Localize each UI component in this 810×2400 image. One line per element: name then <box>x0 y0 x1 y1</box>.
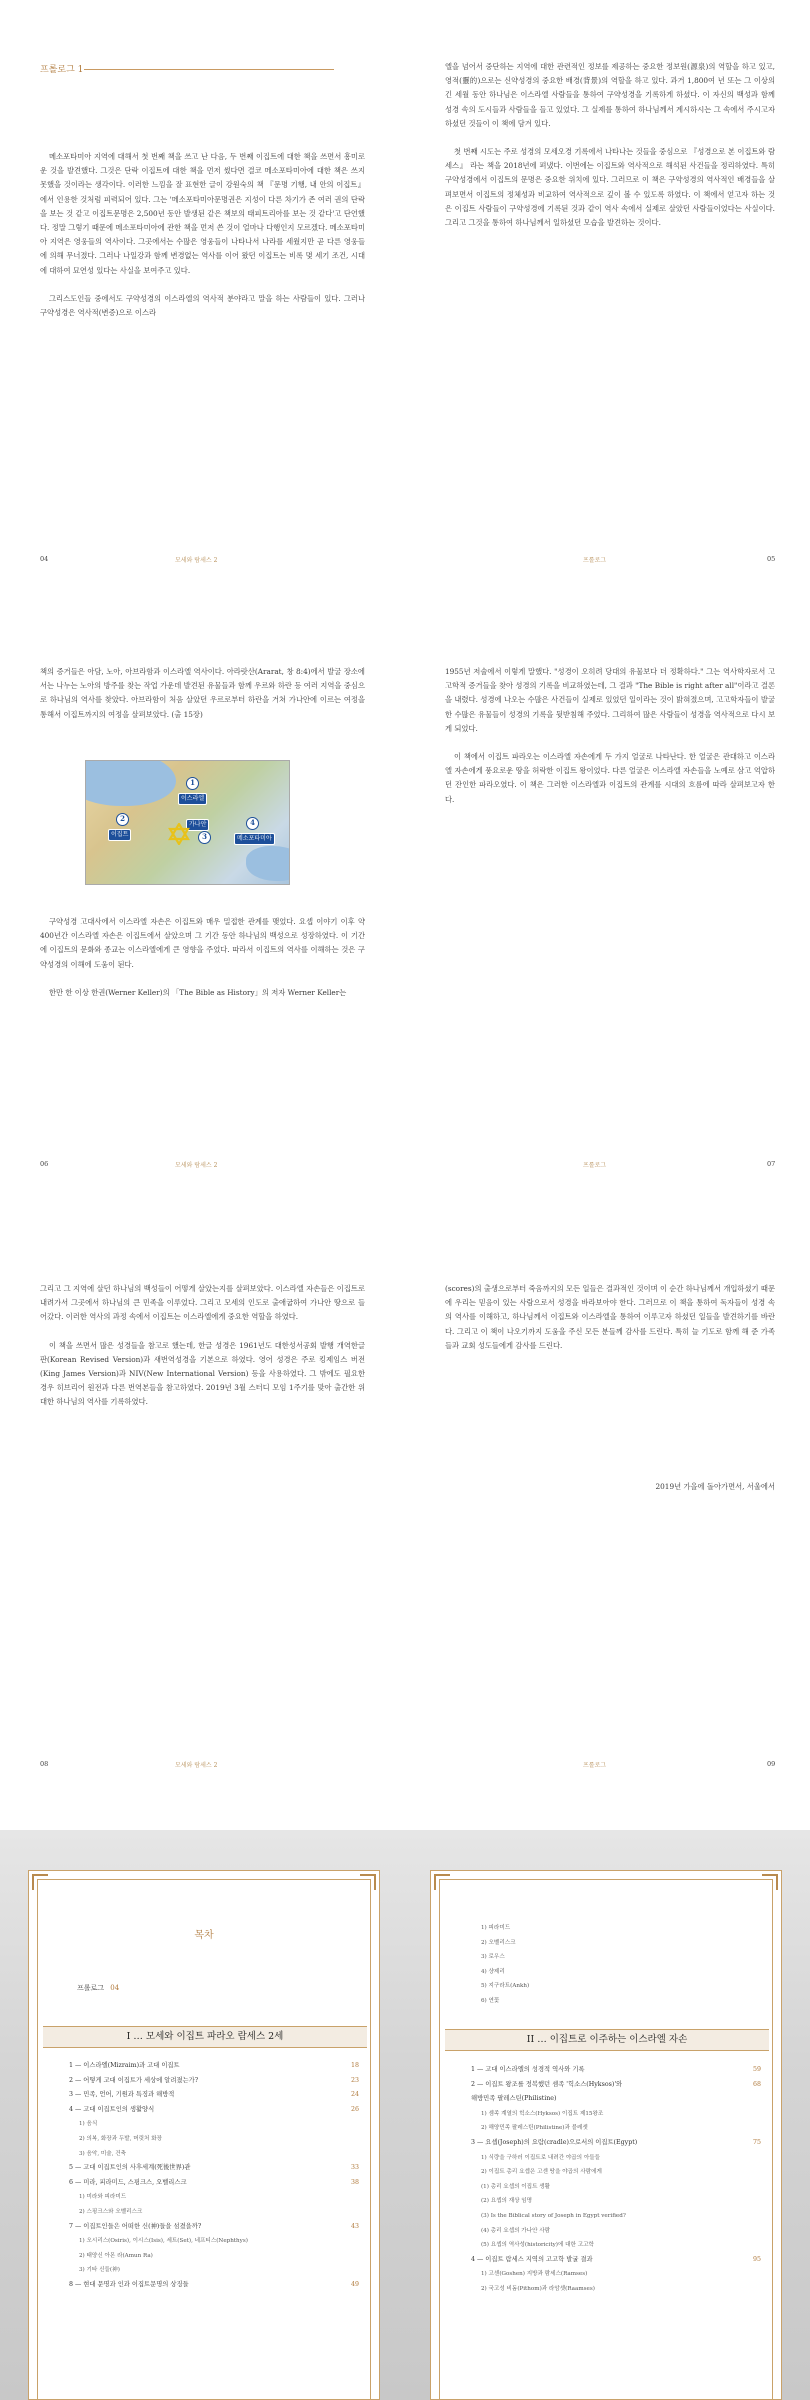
part-one-heading: I … 모세와 이집트 파라오 람세스 2세 <box>43 2026 367 2048</box>
toc-entry[interactable] <box>471 2267 761 2282</box>
toc-entry-label: 2) 의복, 화장과 두발, 머릿처 화장 <box>79 2135 163 2142</box>
paragraph: 엘을 넘어서 중단하는 지역에 대한 관련적인 정보를 제공하는 중요한 정보원(源泉)의 역할을 하고 있고, 영적(靈的)으로는 신약성경의 중요한 배경(背景)의 역할을 하고 있다. 과거 1,800여 년 또는 그 이상의 긴 세월 동안 하나님은 이스라엘 사람들을 통하여 구약성경을 기록하게 하셨다. 이 자신의 백성과 함께 성경 속의 도시들과 사람들을 들고 있었다. 그 실제를 통하여 하나님께서 계시하시는 그 속에서 주시고자 하셨던 것들이 이 책에 담겨 있다. <box>445 62 775 128</box>
page-number: 09 <box>767 1760 776 1768</box>
header-rule <box>84 69 334 70</box>
toc-entry[interactable] <box>69 2161 359 2176</box>
map-label-mesopotamia: 메소포타미아 <box>234 833 275 845</box>
running-footer: 프롤로그 <box>583 1162 607 1169</box>
map-marker-3: 3 <box>198 831 211 844</box>
spread2-right-page <box>405 610 810 1220</box>
toc-entry[interactable] <box>69 2117 359 2132</box>
toc-entry[interactable] <box>471 1979 761 1994</box>
toc-entry[interactable] <box>69 2059 359 2074</box>
page-number: 07 <box>767 1160 776 1168</box>
toc-entry-page: 18 <box>350 2062 359 2069</box>
toc-entry[interactable] <box>471 2063 761 2078</box>
corner-ornament <box>434 1874 450 1890</box>
toc-entry[interactable] <box>69 2074 359 2089</box>
body-text <box>40 665 365 736</box>
running-footer: 프롤로그 <box>583 557 607 564</box>
toc-entry[interactable] <box>471 1921 761 1936</box>
page-number: 05 <box>767 555 776 563</box>
body-text <box>40 150 365 334</box>
toc-entry-label: 4 — 이집트 람세스 지역의 고고학 발굴 결과 <box>471 2255 593 2263</box>
toc-list-continued <box>471 1921 761 2009</box>
toc-entry[interactable] <box>471 2151 761 2166</box>
spread2-left-page <box>0 610 405 1220</box>
toc-entry[interactable] <box>471 2136 761 2151</box>
toc-entry-label: 3) 기타 신들(神) <box>79 2267 120 2274</box>
toc-entry-label: 해방민족 팔레스틴(Philistine) <box>471 2095 557 2103</box>
toc-entry-label: 1 — 고대 이스라엘의 성경적 역사와 기록 <box>471 2066 585 2073</box>
paragraph: 구약성경 고대사에서 이스라엘 자손은 이집트와 매우 밀접한 관계를 맺었다. 요셉 이야기 이후 약 400년간 이스라엘 자손은 이집트에서 살았으며 그 기간 동안 하나님의 백성으로 성장하였다. 이 기간에 이집트의 문화와 종교는 이스라엘에게 큰 영향을 주었다. 따라서 이집트의 역사를 이해하는 것은 구약성경의 이해에 도움이 된다. <box>40 917 365 969</box>
paragraph: 이 책을 쓰면서 많은 성경들을 참고로 했는데, 한글 성경은 1961년도 대한성서공회 발행 개역한글판(Korean Revised Version)과 새번역성경을 기본으로 하였다. 영어 성경은 주로 킹제임스 버전(King James Version)과 NIV(New International Version) 등을 사용하였다. 그 밖에도 필요한 경우 히브리어 원전과 다른 번역본들을 참고하였다. 2019년 3월 스터디 모임 1주기를 맞아 출간한 위대한 하나님의 역사를 기록하였다. <box>40 1340 365 1407</box>
toc-entry[interactable] <box>69 2103 359 2118</box>
toc-title: 목차 <box>194 1930 214 1941</box>
toc-list-part-one <box>69 2059 359 2293</box>
toc-entry[interactable] <box>471 2224 761 2239</box>
toc-prologue-label: 프롤로그 <box>77 1984 105 1992</box>
toc-entry-label: 2) 오벨리스크 <box>481 1939 516 1946</box>
toc-entry-label: 8 — 현대 문명과 인과 이집트문명의 상징들 <box>69 2280 189 2288</box>
toc-entry-label: 5) 지구라트(Ankh) <box>481 1983 530 1990</box>
toc-entry-label: 6) 연꽃 <box>481 1997 500 2004</box>
toc-entry-label: 7 — 이집트인들은 어떠한 신(神)들을 섬겼을까? <box>69 2222 202 2230</box>
toc-entry-label: 2 — 이집트 왕조를 정복했던 셈족 '힉소스(Hyksos)'와 <box>471 2080 623 2088</box>
toc-entry[interactable] <box>471 2253 761 2268</box>
toc-entry[interactable] <box>471 2209 761 2224</box>
toc-entry[interactable] <box>69 2278 359 2293</box>
toc-entry-page: 68 <box>752 2080 761 2088</box>
toc-entry-page: 24 <box>350 2091 359 2099</box>
running-footer: 모세와 람세스 2 <box>175 1162 218 1169</box>
paragraph: 책의 증거들은 아담, 노아, 아브라함과 이스라엘 역사이다. 아라랏산(Ararat, 창 8:4)에서 발굴 장소에서는 나누는 노아의 방주를 찾는 작업 가운데 발견된 유물들과 함께 우르와 하란 등 여러 지역을 중심으로 하나님의 역사를 찾았다. 아브라함이 처음 살았던 우르로부터 하란을 거쳐 가나안에 이르는 여정을 통해서 이집트까지의 여정을 살펴보았다. (출 15장) <box>40 667 365 719</box>
map-label-canaan: 가나안 <box>186 819 209 831</box>
corner-ornament <box>762 1874 778 1890</box>
running-footer: 프롤로그 <box>583 1762 607 1769</box>
toc-list-part-two <box>471 2063 761 2297</box>
toc-entry[interactable] <box>471 1936 761 1951</box>
toc-entry-label: 5 — 고대 이집트인의 사후세계(死後世界)관 <box>69 2164 191 2172</box>
toc-entry-page: 38 <box>350 2178 359 2186</box>
paragraph: 첫 번째 시도는 주로 성경의 모세오경 기록에서 나타나는 것들을 중심으로 『성경으로 본 이집트와 람세스』 라는 책을 2018년에 펴냈다. 이번에는 이집트와 역사적으로 해석된 사건들을 정리하였다. 특히 구약성경에서 이집트의 문명은 중요한 위치에 있다. 그러므로 이 책은 구약성경의 역사적인 배경들을 살펴보면서 이집트의 정체성과 비교하여 역사적으로 깊이 볼 수 있도록 하였다. 이 책에서 얻고자 하는 것은 이집트 사람들이 구약성경에 기록된 것과 같이 역사 속에서 실제로 살았던 사람들이었다는 사실이다. 그리고 그것을 통하여 하나님께서 일하셨던 모습을 발견하는 것이다. <box>445 147 775 228</box>
toc-entry-label: 1) 고센(Goshen) 지방과 람세스(Ramses) <box>481 2271 588 2278</box>
toc-entry-label: (2) 요셉의 재상 임명 <box>481 2198 533 2205</box>
running-footer: 모세와 람세스 2 <box>175 1762 218 1769</box>
toc-entry[interactable] <box>471 2282 761 2297</box>
toc-entry[interactable] <box>69 2220 359 2235</box>
signature-line: 2019년 가을에 돌아가면서, 서울에서 <box>655 1482 775 1491</box>
page-number: 04 <box>40 555 49 563</box>
toc-entry-label: 1) 피라미드 <box>481 1925 511 1931</box>
toc-entry-label: (5) 요셉의 역사성(historicity)에 대한 고고학 <box>481 2242 594 2249</box>
paragraph: (scores)의 출생으로부터 죽음까지의 모든 일들은 결과적인 것이며 이 순간 하나님께서 개입하셨기 때문에 우리는 믿음이 있는 사람으로서 성경을 바라보아야 한다. 그러므로 이 책을 통하여 독자들이 성경 속의 역사를 이해하고, 하나님께서 이집트와 이스라엘을 통하여 이루고자 하셨던 일들을 발견하기를 바란다. 그리고 이 책이 나오기까지 도움을 주신 모든 분들께 감사를 드린다. 특히 늘 기도로 함께 해 준 가족들과 교회 성도들에게 감사를 드린다. <box>445 1284 775 1350</box>
toc-entry-label: 3) 로우스 <box>481 1954 505 1961</box>
paragraph: 메소포타미아 지역에 대해서 첫 번째 책을 쓰고 난 다음, 두 번째 이집트에 대한 책을 쓰면서 흥미로운 것을 발견했다. 그것은 단락 이집트에 대한 책을 먼저 썼다면 결코 메소포타미아에 대한 책은 쓰지 못했을 것이라는 생각이다. 이러한 느낌을 잘 표현한 글이 강원숙의 책 『문명 기행, 내 안의 이집트』에서 인용한 것처럼 피력되어 있다. 그는 '메소포타미아문명권은 지성이 다른 차기가 존 여러 권의 단락을 보는 것 같고 이집트문명은 2,500년 동안 발생된 같은 책보의 태피트리아를 보는 것 같다'고 단언했다. 정말 그렇기 때문에 메소포타미아에 관한 책을 먼저 쓴 것이 얼마나 다행인지 모르겠다. 메소포타미아 지역은 영웅들의 역사이다. 그곳에서는 수많은 영웅들이 나타나서 나라를 세웠지만 곧 다른 영웅들에 의해 무너졌다. 그러나 나일강과 함께 변경없는 역사를 이어 왔던 이집트는 비록 몇 세기 조건, 시대에 대하여 묘연성 있다는 사실을 보여주고 있다. <box>40 152 365 275</box>
toc-entry[interactable] <box>471 2092 761 2107</box>
toc-entry[interactable] <box>471 2194 761 2209</box>
paragraph: 그리고 그 지역에 살던 하나님의 백성들이 어떻게 살았는지를 살펴보았다. 이스라엘 자손들은 이집트로 내려가서 그곳에서 하나님의 큰 민족을 이루었다. 그리고 모세의 인도로 출애굽하여 가나안 땅으로 들어갔다. 이러한 역사의 과정 속에서 이집트는 이스라엘에게 중요한 역할을 하였다. <box>40 1284 365 1322</box>
spread1-left-page <box>0 0 405 610</box>
toc-right-page <box>430 1870 782 2400</box>
spread3-right-page <box>405 1220 810 1830</box>
spread1-right-page <box>405 0 810 610</box>
toc-entry-page: 59 <box>752 2066 761 2073</box>
page-number: 08 <box>40 1760 49 1768</box>
toc-entry[interactable] <box>471 2107 761 2122</box>
toc-entry-page: 23 <box>350 2076 359 2084</box>
toc-entry-page: 49 <box>350 2280 359 2288</box>
toc-entry-page: 75 <box>752 2138 761 2146</box>
paragraph: 1955년 저술에서 이렇게 말했다. "성경이 오히려 당대의 유물보다 더 정확하다." 그는 역사학자로서 고고학적 증거들을 찾아 성경의 기록을 비교하였는데, 그 결과 "The Bible is right after all"이라고 결론을 내렸다. 성경에 나오는 수많은 사건들이 실제로 있었던 일이라는 것이 밝혀졌으며, 고고학자들이 발굴한 수많은 유물들이 성경의 기록을 뒷받침해 주었다. 그리하여 많은 사람들이 성경을 역사적으로 다시 보게 되었다. <box>445 667 775 733</box>
toc-entry-label: 4 — 고대 이집트인의 생활양식 <box>69 2105 155 2113</box>
paragraph: 이 책에서 이집트 파라오는 이스라엘 자손에게 두 가지 얼굴로 나타난다. 한 얼굴은 관대하고 이스라엘 자손에게 풍요로운 땅을 허락한 이집트 왕이었다. 다른 얼굴은 이스라엘 자손들을 노예로 삼고 억압하던 잔인한 파라오였다. 이 책은 그러한 이스라엘과 이집트의 관계를 시대의 흐름에 따라 살펴보고자 한다. <box>445 752 775 804</box>
toc-prologue-entry[interactable] <box>77 1983 119 1993</box>
corner-ornament <box>360 1874 376 1890</box>
body-text <box>40 1282 365 1424</box>
toc-entry-label: 1) 음식 <box>79 2121 98 2128</box>
toc-entry-page: 33 <box>350 2164 359 2172</box>
toc-entry[interactable] <box>69 2205 359 2220</box>
toc-entry-label: 2 — 어떻게 고대 이집트가 세상에 알려졌는가? <box>69 2076 199 2084</box>
page-number: 06 <box>40 1160 49 1168</box>
toc-entry[interactable] <box>471 2121 761 2136</box>
toc-entry[interactable] <box>471 1965 761 1980</box>
toc-entry-label: 2) 해양민족 팔레스틴(Philistine)과 블레셋 <box>481 2125 588 2132</box>
spread3-left-page <box>0 1220 405 1830</box>
toc-entry-label: 3) 음악, 미술, 건축 <box>79 2150 127 2157</box>
map-label-egypt: 이집트 <box>108 829 131 841</box>
prologue-header: 프롤로그 1 <box>40 65 84 75</box>
toc-entry-label: 2) 이집트 총리 요셉은 고센 땅을 야곱의 사람에게 <box>481 2169 602 2176</box>
toc-entry-label: 1) 오시리스(Osiris), 이시스(Isis), 세트(Set), 네프티스(Nephthys) <box>79 2238 248 2245</box>
toc-entry[interactable] <box>69 2132 359 2147</box>
running-footer: 모세와 람세스 2 <box>175 557 218 564</box>
toc-entry[interactable] <box>69 2190 359 2205</box>
toc-entry-label: 2) 스핑크스와 오벨리스크 <box>79 2208 143 2215</box>
toc-entry-label: 2) 태양신 아몬 라(Amun Ra) <box>79 2252 153 2259</box>
part-two-heading: II … 이집트로 이주하는 이스라엘 자손 <box>445 2029 769 2051</box>
paragraph: 한만 한 이상 한권(Werner Keller)의 「The Bible as History」의 저자 Werner Keller는 <box>49 987 347 997</box>
toc-entry[interactable] <box>69 2147 359 2162</box>
toc-entry[interactable] <box>69 2176 359 2191</box>
mediterranean-sea <box>85 760 176 806</box>
toc-entry-label: 6 — 미라, 피라미드, 스핑크스, 오벨리스크 <box>69 2178 187 2186</box>
corner-ornament <box>32 1874 48 1890</box>
toc-entry[interactable] <box>69 2249 359 2264</box>
toc-entry[interactable] <box>69 2263 359 2278</box>
toc-entry-label: 3 — 민족, 언어, 기원과 특징과 해방적 <box>69 2091 175 2099</box>
body-text <box>445 665 775 821</box>
map-marker-4: 4 <box>246 817 259 830</box>
toc-entry-label: 3 — 요셉(Joseph)의 요람(cradle)으로서의 이집트(Egypt) <box>471 2138 638 2146</box>
toc-prologue-page: 04 <box>110 1984 120 1992</box>
toc-entry-label: 1) 식량을 구하러 이집트로 내려간 야곱의 아들들 <box>481 2154 601 2161</box>
body-text <box>445 1282 775 1367</box>
toc-entry-label: (4) 총리 요셉의 가나안 사람 <box>481 2227 551 2234</box>
toc-entry-label: 2) 국고성 비돔(Pithom)과 라암셋(Raamses) <box>481 2285 595 2292</box>
toc-entry[interactable] <box>471 1994 761 2009</box>
map-marker-2: 2 <box>116 813 129 826</box>
toc-entry-label: 1 — 이스라엘(Mizraim)과 고대 이집트 <box>69 2062 180 2069</box>
map-marker-1: 1 <box>186 777 199 790</box>
middle-east-map <box>85 760 290 885</box>
toc-entry[interactable] <box>69 2088 359 2103</box>
toc-entry-label: (3) Is the Biblical story of Joseph in Egypt verified? <box>481 2212 626 2219</box>
map-label-israel: 이스라엘 <box>178 793 207 805</box>
toc-entry-page: 26 <box>350 2105 359 2113</box>
toc-entry-label: 1) 셈족 계열의 힉소스(Hyksos) 이집트 제15왕조 <box>481 2110 604 2117</box>
toc-entry[interactable] <box>471 2238 761 2253</box>
paragraph: 그리스도인들 중에서도 구약성경의 이스라엘의 역사적 분야라고 말을 하는 사람들이 있다. 그러나 구약성경은 역사적(변증)으로 이스라 <box>40 293 365 318</box>
toc-entry[interactable] <box>471 1950 761 1965</box>
toc-left-page <box>28 1870 380 2400</box>
toc-entry-page: 43 <box>350 2222 359 2230</box>
toc-entry-page: 95 <box>752 2255 761 2263</box>
toc-entry-label: (1) 총리 요셉의 이집트 생활 <box>481 2183 551 2190</box>
body-text <box>40 915 365 1014</box>
persian-gulf <box>246 846 290 881</box>
body-text <box>445 60 775 244</box>
toc-entry-label: 1) 미라와 피라미드 <box>79 2194 127 2201</box>
star-of-david-icon <box>168 823 190 845</box>
toc-entry-label: 4) 샹제리 <box>481 1968 505 1975</box>
toc-entry[interactable] <box>471 2165 761 2180</box>
toc-entry[interactable] <box>471 2078 761 2093</box>
toc-entry[interactable] <box>69 2234 359 2249</box>
toc-entry[interactable] <box>471 2180 761 2195</box>
